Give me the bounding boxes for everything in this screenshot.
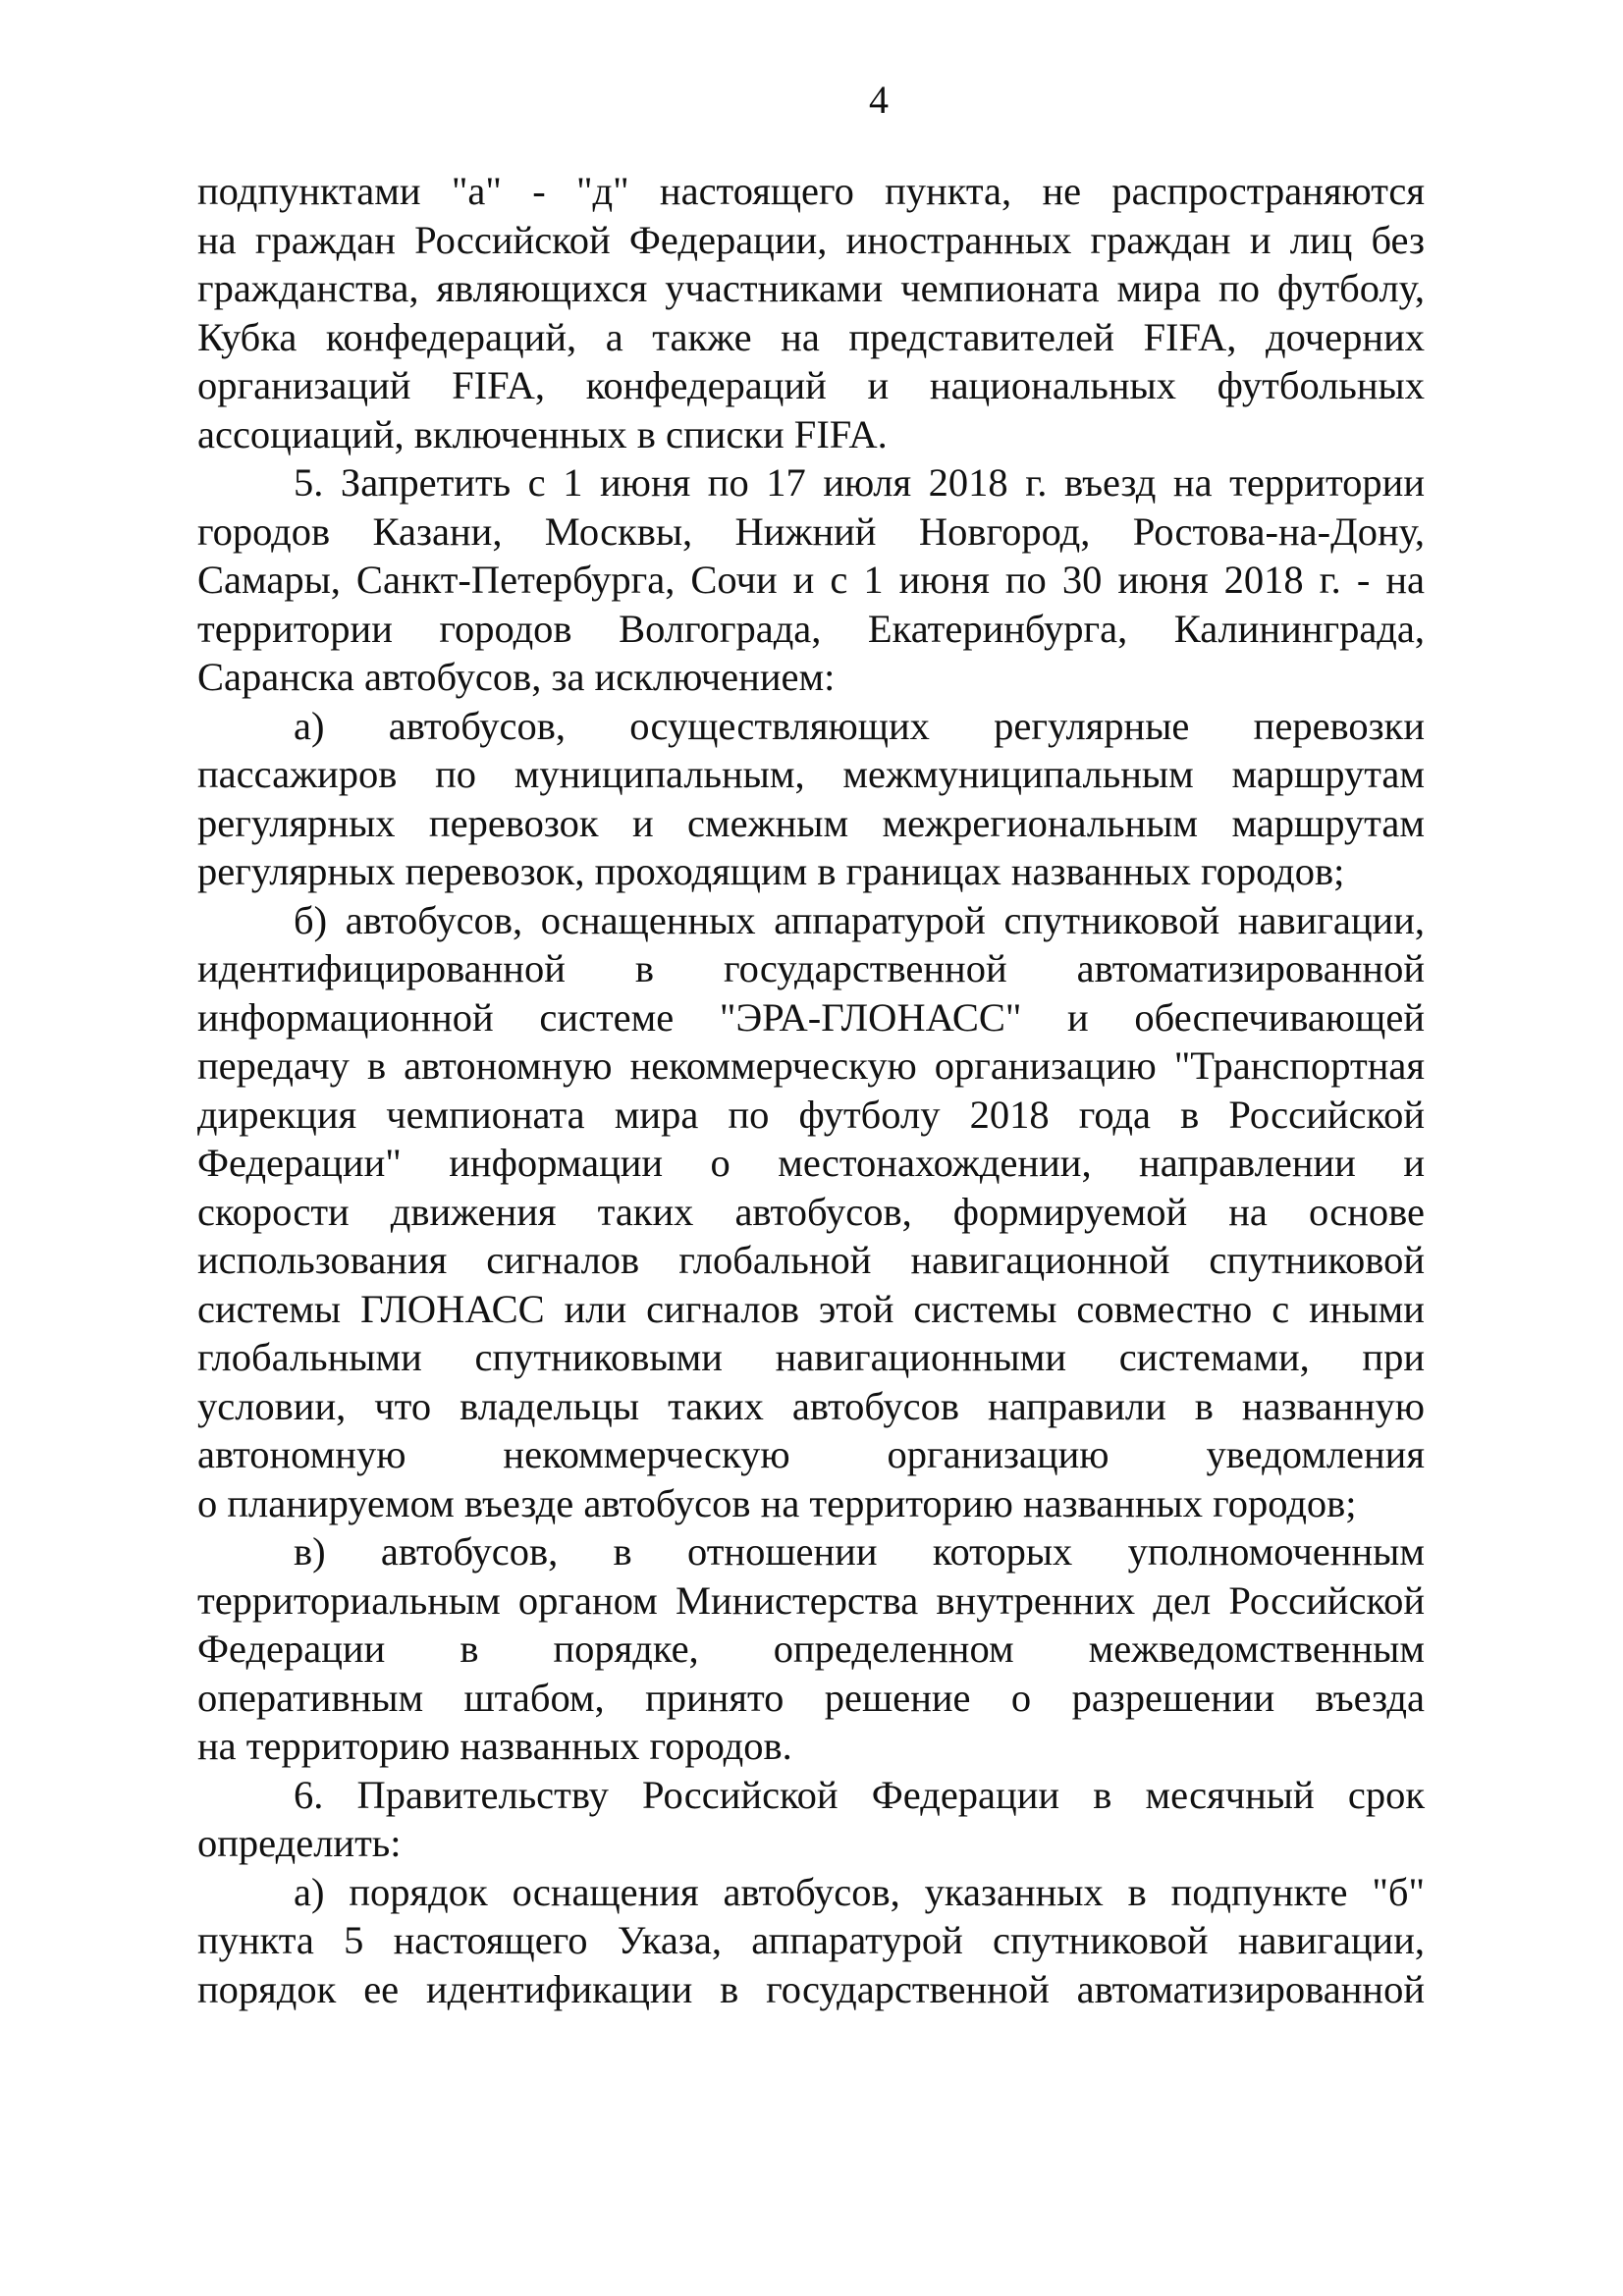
paragraph-item-5a xyxy=(197,702,1425,896)
text-line: регулярных перевозок, проходящим в границах названных городов; xyxy=(197,849,1345,893)
text-line: б) автобусов, оснащенных аппаратурой спутниковой навигации, xyxy=(294,897,1425,942)
text-line: автономную некоммерческую организацию уведомления xyxy=(197,1432,1425,1476)
text-line: Федерации в порядке, определенном межведомственным xyxy=(197,1627,1425,1671)
text-line: информационной системе "ЭРА-ГЛОНАСС" и обеспечивающей xyxy=(197,994,1425,1040)
page-number: 4 xyxy=(869,78,889,122)
text-line: пассажиров по муниципальным, межмуниципальным маршрутам xyxy=(197,752,1425,796)
text-line: территории городов Волгограда, Екатеринбурга, Калининграда, xyxy=(197,606,1425,651)
text-line: 6. Правительству Российской Федерации в месячный срок xyxy=(294,1772,1425,1817)
text-line: подпунктами "а" - "д" настоящего пункта, не распространяются xyxy=(197,169,1425,213)
paragraph-item-5v xyxy=(197,1527,1425,1771)
text-line: порядок ее идентификации в государственной автоматизированной xyxy=(197,1966,1425,2011)
paragraph-item-6 xyxy=(197,1771,1425,1868)
text-line: глобальными спутниковыми навигационными системами, при xyxy=(197,1335,1425,1379)
text-line: передачу в автономную некоммерческую организацию "Транспортная xyxy=(197,1043,1425,1088)
text-line: Самары, Санкт-Петербурга, Сочи и с 1 июня по 30 июня 2018 г. - на xyxy=(197,558,1425,602)
text-line: условии, что владельцы таких автобусов направили в названную xyxy=(197,1383,1425,1428)
text-line: на граждан Российской Федерации, иностранных граждан и лиц без xyxy=(197,217,1425,262)
text-line: скорости движения таких автобусов, формируемой на основе xyxy=(197,1189,1425,1234)
text-line: на территорию названных городов. xyxy=(197,1724,792,1768)
paragraph-item-6a xyxy=(197,1868,1425,2014)
text-line: оперативным штабом, принято решение о разрешении въезда xyxy=(197,1675,1425,1720)
paragraph-item-5 xyxy=(197,458,1425,702)
text-line: Саранска автобусов, за исключением: xyxy=(197,655,836,699)
text-line: дирекция чемпионата мира по футболу 2018 года в Российской xyxy=(197,1092,1425,1137)
text-line: о планируемом въезде автобусов на территорию названных городов; xyxy=(197,1480,1357,1525)
text-line: использования сигналов глобальной навигационной спутниковой xyxy=(197,1238,1425,1282)
text-line: системы ГЛОНАСС или сигналов этой системы совместно с иными xyxy=(197,1286,1425,1331)
document-body xyxy=(197,167,1425,2013)
text-line: организаций FIFA, конфедераций и национальных футбольных xyxy=(197,363,1425,407)
text-line: в) автобусов, в отношении которых уполномоченным xyxy=(294,1529,1425,1574)
text-line: 5. Запретить с 1 июня по 17 июля 2018 г. въезд на территории xyxy=(294,460,1425,505)
text-line: городов Казани, Москвы, Нижний Новгород, Ростова-на-Дону, xyxy=(197,508,1425,554)
text-line: ассоциаций, включенных в списки FIFA. xyxy=(197,411,888,456)
text-line: гражданства, являющихся участниками чемпионата мира по футболу, xyxy=(197,266,1425,310)
text-line: регулярных перевозок и смежным межрегиональным маршрутам xyxy=(197,800,1425,845)
text-line: Федерации" информации о местонахождении, направлении и xyxy=(197,1141,1425,1185)
text-line: идентифицированной в государственной автоматизированной xyxy=(197,946,1425,990)
text-line: определить: xyxy=(197,1821,402,1865)
text-line: а) порядок оснащения автобусов, указанных в подпункте "б" xyxy=(294,1869,1425,1914)
text-line: территориальным органом Министерства внутренних дел Российской xyxy=(197,1577,1425,1623)
paragraph-continuation xyxy=(197,167,1425,458)
text-line: Кубка конфедераций, а также на представителей FIFA, дочерних xyxy=(197,314,1425,359)
paragraph-item-5b xyxy=(197,896,1425,1528)
text-line: пункта 5 настоящего Указа, аппаратурой спутниковой навигации, xyxy=(197,1918,1425,1962)
text-line: а) автобусов, осуществляющих регулярные перевозки xyxy=(294,703,1425,748)
